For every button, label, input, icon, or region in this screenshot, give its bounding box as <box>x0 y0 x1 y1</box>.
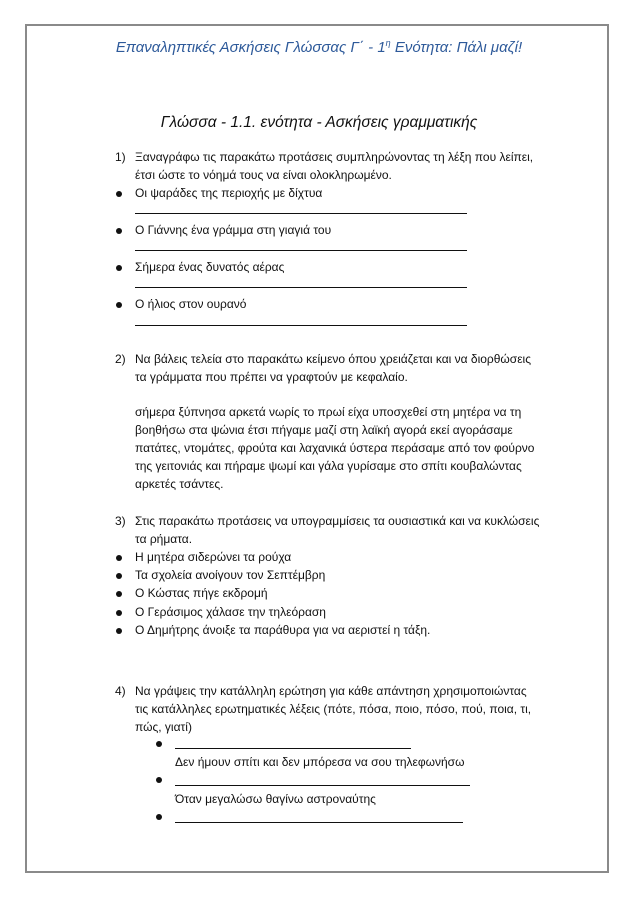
bullet-icon <box>116 628 122 634</box>
bullet-icon <box>156 814 162 820</box>
exercise-2-instruction-line-2: τα γράμματα που πρέπει να γραφτούν με κεφαλαίο. <box>135 370 408 384</box>
exercise-4-number: 4) <box>115 684 126 698</box>
exercise-3-sentence-5: Ο Δημήτρης άνοιξε τα παράθυρα για να αεριστεί η τάξη. <box>135 623 431 637</box>
exercise-2-text-line-3: πατάτες, ντομάτες, φρούτα και λαχανικά ύστερα περάσαμε από τον φούρνο <box>135 441 535 455</box>
exercise-1-sentence-1: Οι ψαράδες της περιοχής με δίχτυα <box>135 186 323 200</box>
bullet-icon <box>116 302 122 308</box>
exercise-3-instruction-line-2: τα ρήματα. <box>135 532 193 546</box>
exercise-4-instruction-line-3: πώς, γιατί) <box>135 720 192 734</box>
bullet-icon <box>116 573 122 579</box>
bullet-icon <box>116 228 122 234</box>
exercise-1-sentence-4: Ο ήλιος στον ουρανό <box>135 297 247 311</box>
exercise-2-text-line-5: αρκετές τσάντες. <box>135 477 224 491</box>
exercise-4-question-line-3[interactable] <box>175 822 463 823</box>
bullet-icon <box>156 777 162 783</box>
bullet-icon <box>116 591 122 597</box>
exercise-3-number: 3) <box>115 514 126 528</box>
exercise-2-text-line-4: της γειτονιάς και πήραμε ψωμί και γάλα γυρίσαμε στο σπίτι κουβαλώντας <box>135 459 522 473</box>
exercise-1-answer-line-2[interactable] <box>135 250 467 251</box>
exercise-4-instruction-line-1: Να γράψεις την κατάλληλη ερώτηση για κάθε απάντηση χρησιμοποιώντας <box>135 684 527 698</box>
exercise-4-instruction-line-2: τις κατάλληλες ερωτηματικές λέξεις (πότε, πόσα, ποιο, πόσο, πού, ποια, τι, <box>135 702 532 716</box>
exercise-1-answer-line-3[interactable] <box>135 287 467 288</box>
exercise-1-sentence-3: Σήμερα ένας δυνατός αέρας <box>135 260 285 274</box>
exercise-1-answer-line-4[interactable] <box>135 325 467 326</box>
section-title: Γλώσσα - 1.1. ενότητα - Ασκήσεις γραμματικής <box>160 114 478 131</box>
exercise-3-instruction-line-1: Στις παρακάτω προτάσεις να υπογραμμίσεις τα ουσιαστικά και να κυκλώσεις <box>135 514 540 528</box>
exercise-1-sentence-2: Ο Γιάννης ένα γράμμα στη γιαγιά του <box>135 223 332 237</box>
exercise-4-question-line-2[interactable] <box>175 785 470 786</box>
exercise-1-number: 1) <box>115 150 126 164</box>
bullet-icon <box>156 741 162 747</box>
exercise-3-sentence-4: Ο Γεράσιμος χάλασε την τηλεόραση <box>135 605 326 619</box>
bullet-icon <box>116 555 122 561</box>
bullet-icon <box>116 610 122 616</box>
exercise-3-sentence-2: Τα σχολεία ανοίγουν τον Σεπτέμβρη <box>135 568 326 582</box>
exercise-4-answer-2: Όταν μεγαλώσω θαγίνω αστροναύτης <box>175 792 376 806</box>
exercise-2-instruction-line-1: Να βάλεις τελεία στο παρακάτω κείμενο όπου χρειάζεται και να διορθώσεις <box>135 352 531 366</box>
exercise-4-question-line-1[interactable] <box>175 748 411 749</box>
exercise-3-sentence-3: Ο Κώστας πήγε εκδρομή <box>135 586 268 600</box>
exercise-2-text-line-2: βοηθήσω στα ψώνια έτσι πήγαμε μαζί στη λαϊκή αγορά εκεί αγοράσαμε <box>135 423 513 437</box>
exercise-1-instruction-line-1: Ξαναγράφω τις παρακάτω προτάσεις συμπληρώνοντας τη λέξη που λείπει, <box>135 150 534 164</box>
exercise-2-number: 2) <box>115 352 126 366</box>
exercise-2-text-line-1: σήμερα ξύπνησα αρκετά νωρίς το πρωί είχα υποσχεθεί στη μητέρα να τη <box>135 405 522 419</box>
exercise-3-sentence-1: Η μητέρα σιδερώνει τα ρούχα <box>135 550 292 564</box>
exercise-1-answer-line-1[interactable] <box>135 213 467 214</box>
page-header-title: Επαναληπτικές Ασκήσεις Γλώσσας $\Gamma΄ - 1^\eta$ Ενότητα: Πάλι μαζί! <box>115 38 523 56</box>
bullet-icon <box>116 265 122 271</box>
exercise-4-answer-1: Δεν ήμουν σπίτι και δεν μπόρεσα να σου τηλεφωνήσω <box>175 755 465 769</box>
exercise-1-instruction-line-2: έτσι ώστε το νόημά τους να είναι ολοκληρωμένο. <box>135 168 392 182</box>
bullet-icon <box>116 191 122 197</box>
